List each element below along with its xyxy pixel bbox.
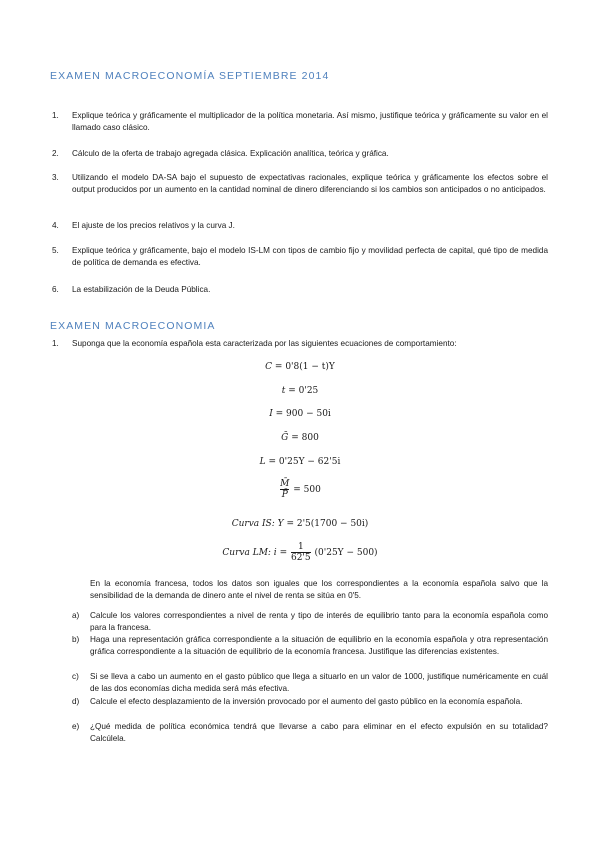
sub-question-text: Haga una representación gráfica correspondiente a la situación de equilibrio en la economía española y otra representación gráfica correspondiente a la situación de equilibrio de la economía francesa. Justifique las diferencias existentes. [90,635,548,656]
exam-title-september: EXAMEN MACROECONOMÍA SEPTIEMBRE 2014 [50,70,330,82]
problem-intro-text: Suponga que la economía española esta caracterizada por las siguientes ecuaciones de comportamiento: [72,339,457,348]
sub-question-d [72,696,548,708]
question-text: Utilizando el modelo DA-SA bajo el supuesto de expectativas racionales, explique teórica y gráficamente los efectos sobre el output producidos por un aumento en la cantidad nominal de dinero diferenciando si los cambios son anticipados o no anticipados. [72,173,548,194]
equation-is-curve: Curva IS: Y = 2'5(1700 − 50i) [231,519,369,529]
question-number: 6. [52,285,59,294]
sub-question-b [72,634,548,657]
question-2 [52,148,548,160]
question-text: La estabilización de la Deuda Pública. [72,285,211,294]
question-4 [52,220,548,232]
question-number: 4. [52,221,59,230]
french-economy-paragraph: En la economía francesa, todos los datos son iguales que los correspondientes a la economía española salvo que la sensibilidad de la demanda de dinero ante el nivel de renta se sitúa en 0'5. [90,579,548,600]
sub-question-label: e) [72,722,80,731]
question-text: Explique teórica y gráficamente el multiplicador de la política monetaria. Así mismo, justifique teórica y gráficamente su valor en el llamado caso clásico. [72,111,548,132]
sub-question-text: Calcule el efecto desplazamiento de la inversión provocado por el aumento del gasto público en la economía española. [90,697,523,706]
question-5 [52,245,548,269]
question-text: Cálculo de la oferta de trabajo agregada clásica. Explicación analítica, teórica y gráfica. [72,149,389,158]
sub-question-c [72,671,548,694]
equation-lm-curve: Curva LM: i = $\frac{1}{62'5}$ (0'25Y − 500) [222,542,378,563]
sub-question-label: d) [72,697,80,706]
question-number: 3. [52,173,59,182]
equation-consumption: C = 0'8(1 − t)Y [265,362,335,372]
exam-title-problem: EXAMEN MACROECONOMIA [50,320,216,332]
question-number: 1. [52,111,59,120]
sub-question-text: ¿Qué medida de política económica tendrá que llevarse a cabo para eliminar en el efecto expulsión en su totalidad? Calcúlela. [90,722,548,743]
question-number: 5. [52,246,59,255]
question-6 [52,284,548,296]
question-number: 2. [52,149,59,158]
equation-investment: I = 900 − 50i [269,409,331,419]
question-1 [52,110,548,134]
question-3 [52,172,548,196]
sub-question-e [72,721,548,744]
question-text: El ajuste de los precios relativos y la curva J. [72,221,235,230]
sub-question-label: b) [72,635,80,644]
sub-question-a [72,610,548,633]
sub-question-label: a) [72,611,80,620]
question-text: Explique teórica y gráficamente, bajo el modelo IS-LM con tipos de cambio fijo y movilidad perfecta de capital, qué tipo de medida de política de demanda es efectiva. [72,246,548,267]
problem-intro [52,338,548,350]
sub-question-text: Si se lleva a cabo un aumento en el gasto público que llega a situarlo en un valor de 1000, justifique numéricamente en cuál de las dos economías dicha medida será más efectiva. [90,672,548,693]
equation-real-money-supply: $\frac{M̄}{P̄}$ = 500 [280,479,321,500]
equation-money-demand: L = 0'25Y − 62'5i [259,457,341,467]
equation-government-spending: Ḡ = 800 [281,433,319,443]
sub-question-text: Calcule los valores correspondientes a nivel de renta y tipo de interés de equilibrio tanto para la economía española como para la francesa. [90,611,548,632]
problem-number: 1. [52,339,59,348]
equation-tax-rate: t = 0'25 [281,386,319,396]
sub-question-label: c) [72,672,79,681]
